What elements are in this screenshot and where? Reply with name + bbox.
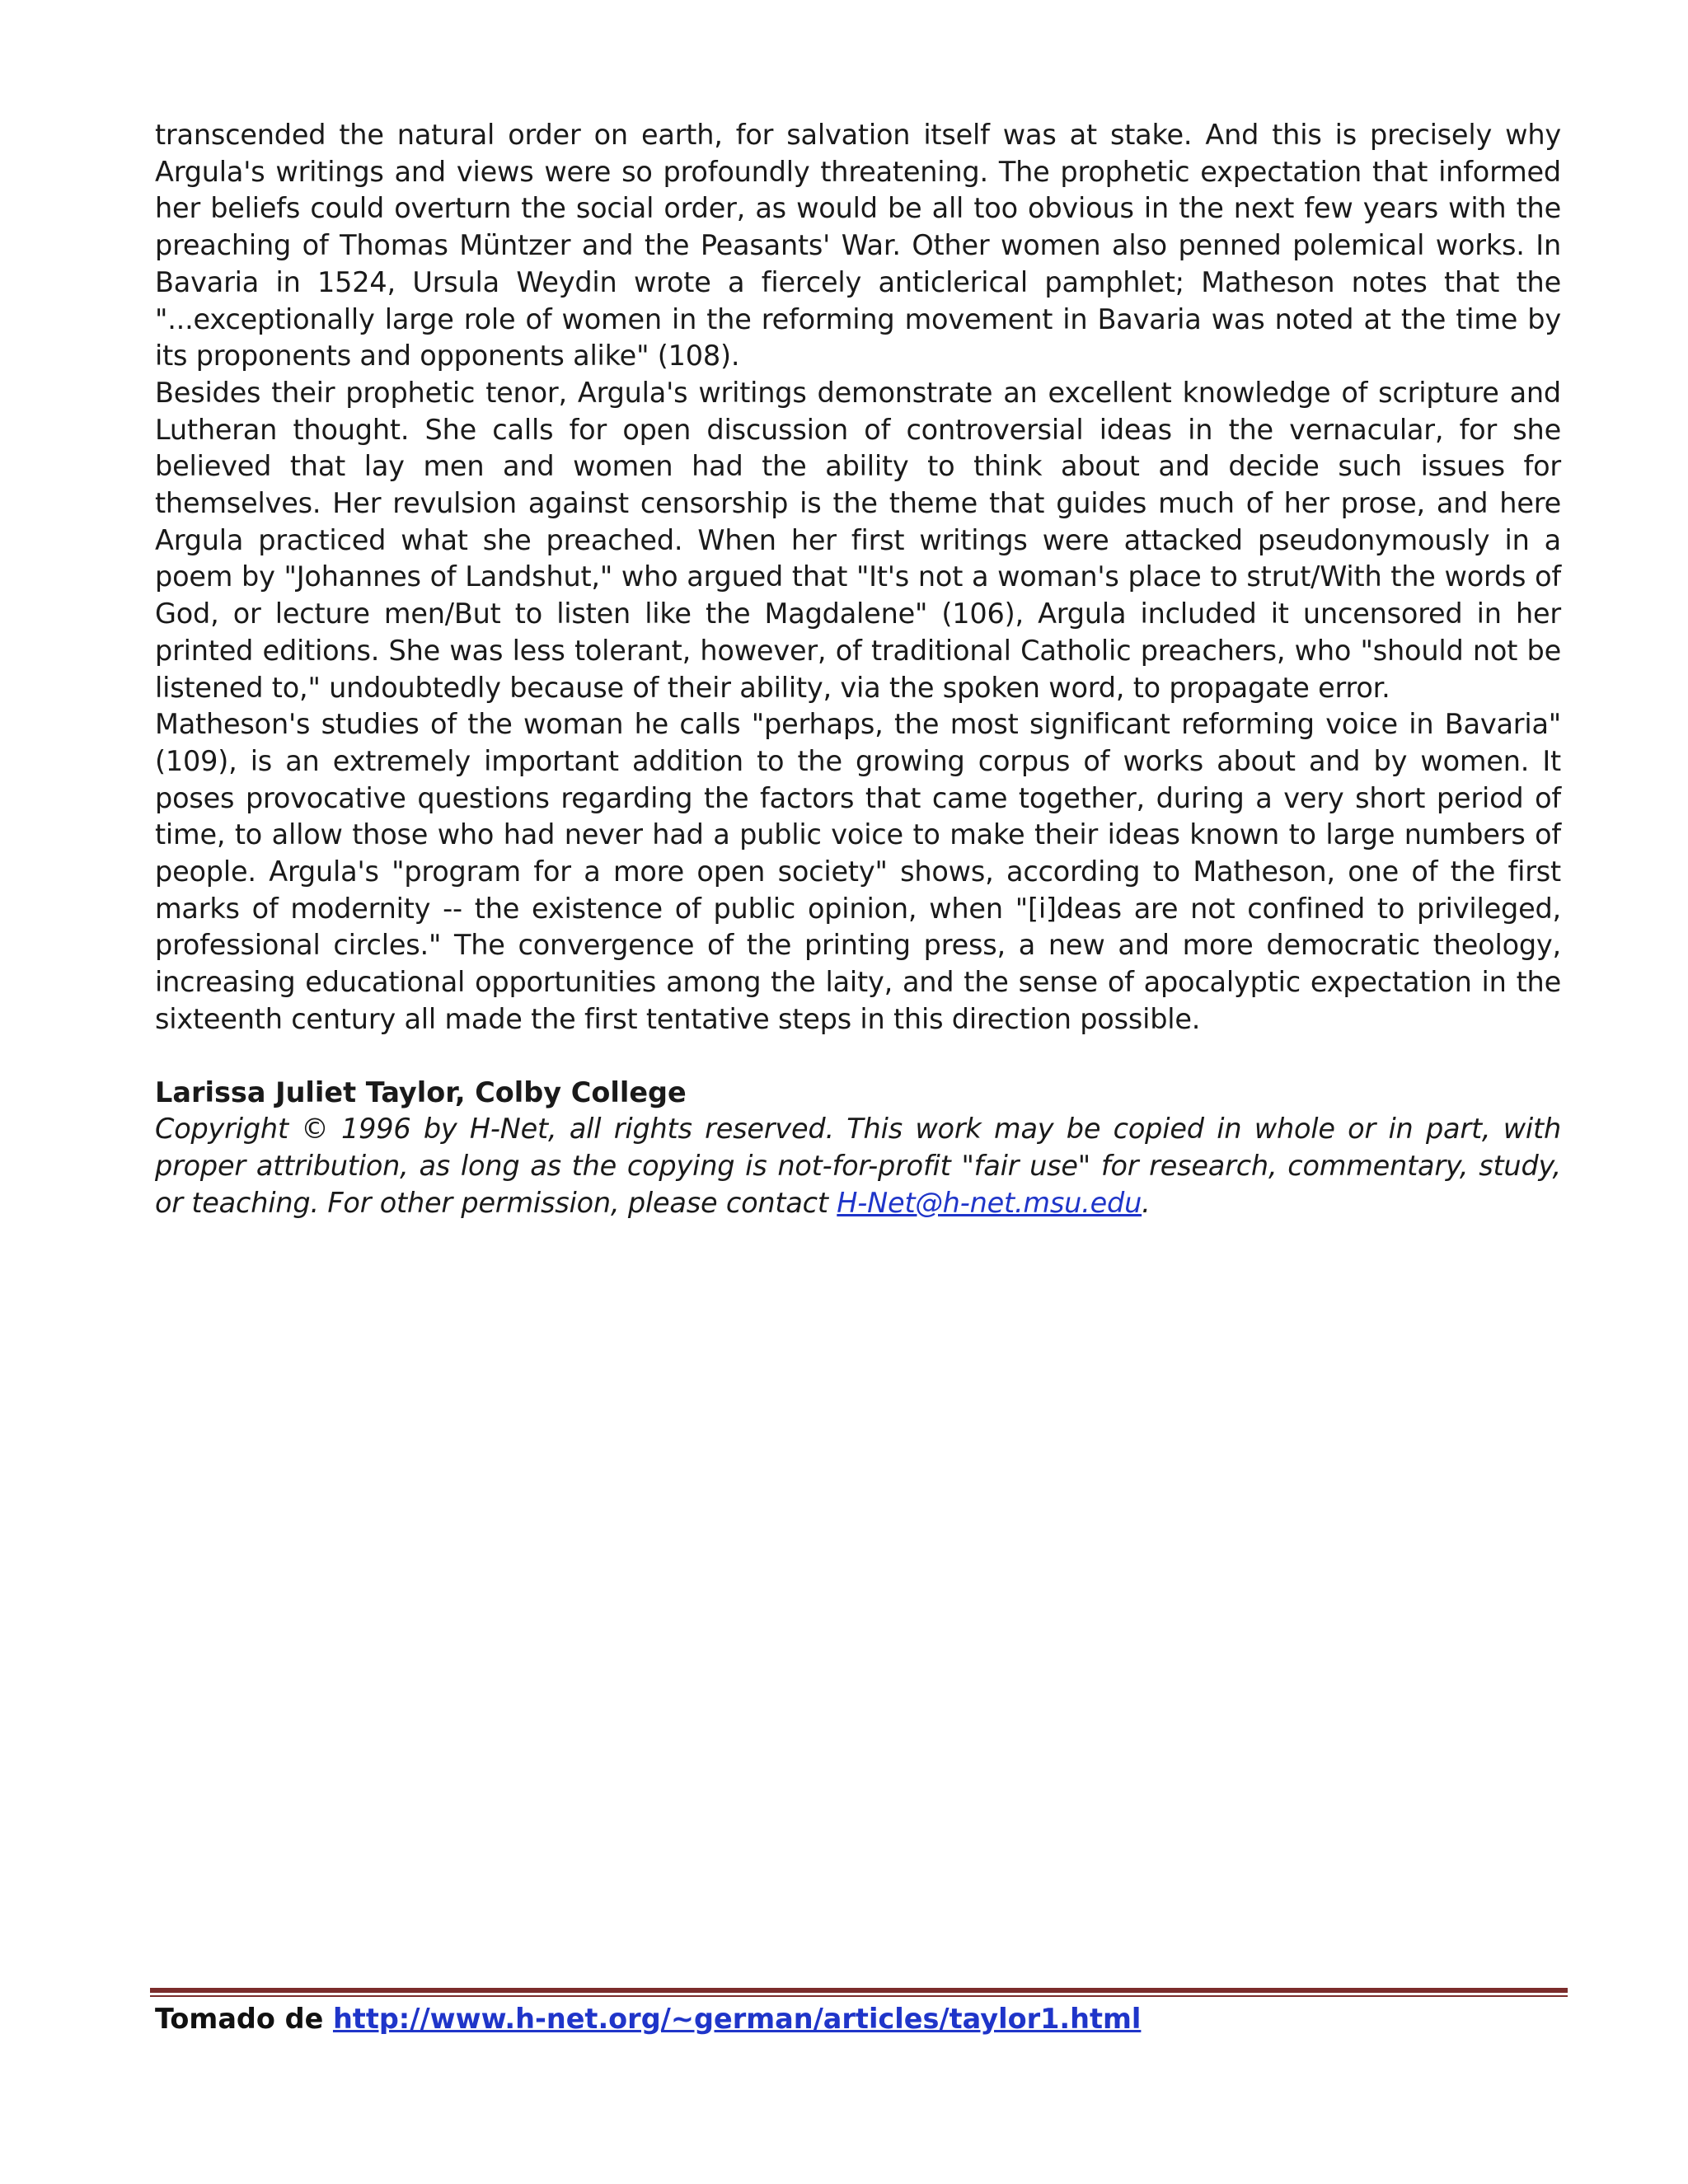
paragraph-3: Matheson's studies of the woman he calls "perhaps, the most significant reforming voice in Bavaria" (109), is an extremely important addition to the growing corpus of works about and by women. It poses provocative questions regarding the factors that came together, during a very short period of time, to allow those who had never had a public voice to make their ideas known to large numbers of people. Argula's "program for a more open society" shows, according to Matheson, one of the first marks of modernity -- the existence of public opinion, when "[i]deas are not confined to privileged, professional circles." The convergence of the printing press, a new and more democratic theology, increasing educational opportunities among the laity, and the sense of apocalyptic expectation in the sixteenth century all made the first tentative steps in this direction possible. (155, 708, 1561, 1035)
author-signature: Larissa Juliet Taylor, Colby College (155, 1076, 687, 1108)
contact-email-link[interactable]: H-Net@h-net.msu.edu (837, 1186, 1142, 1219)
page-footer (155, 2001, 1141, 2037)
footer-divider-thin-line (150, 1995, 1568, 1997)
paragraph-2: Besides their prophetic tenor, Argula's writings demonstrate an excellent knowledge of scripture and Lutheran thought. She calls for open discussion of controversial ideas in the vernacular, for she believed that lay men and women had the ability to think about and decide such issues for themselves. Her revulsion against censorship is the theme that guides much of her prose, and here Argula practiced what she preached. When her first writings were attacked pseudonymously in a poem by "Johannes of Landshut," who argued that "It's not a woman's place to strut/With the words of God, or lecture men/But to listen like the Magdalene" (106), Argula included it uncensored in her printed editions. She was less tolerant, however, of traditional Catholic preachers, who "should not be listened to," undoubtedly because of their ability, via the spoken word, to propagate error. (155, 376, 1561, 704)
copyright-end: . (1142, 1186, 1151, 1219)
footer-label: Tomado de (155, 2003, 333, 2035)
copyright-notice (155, 1111, 1561, 1221)
footer-divider-thick-line (150, 1988, 1568, 1993)
article-body (155, 117, 1561, 1221)
footer-divider (150, 1988, 1568, 1997)
paragraph-1: transcended the natural order on earth, for salvation itself was at stake. And this is precisely why Argula's writings and views were so profoundly threatening. The prophetic expectation that informed her beliefs could overturn the social order, as would be all too obvious in the next few years with the preaching of Thomas Müntzer and the Peasants' War. Other women also penned polemical works. In Bavaria in 1524, Ursula Weydin wrote a fiercely anticlerical pamphlet; Matheson notes that the "...exceptionally large role of women in the reforming movement in Bavaria was noted at the time by its proponents and opponents alike" (108). (155, 119, 1561, 373)
copyright-text: Copyright © 1996 by H-Net, all rights reserved. This work may be copied in whole or in part, with proper attribution, as long as the copying is not-for-profit "fair use" for research, commentary, study, or teaching. For other permission, please contact (155, 1113, 1561, 1219)
source-url-link[interactable]: http://www.h-net.org/~german/articles/taylor1.html (332, 2003, 1142, 2035)
